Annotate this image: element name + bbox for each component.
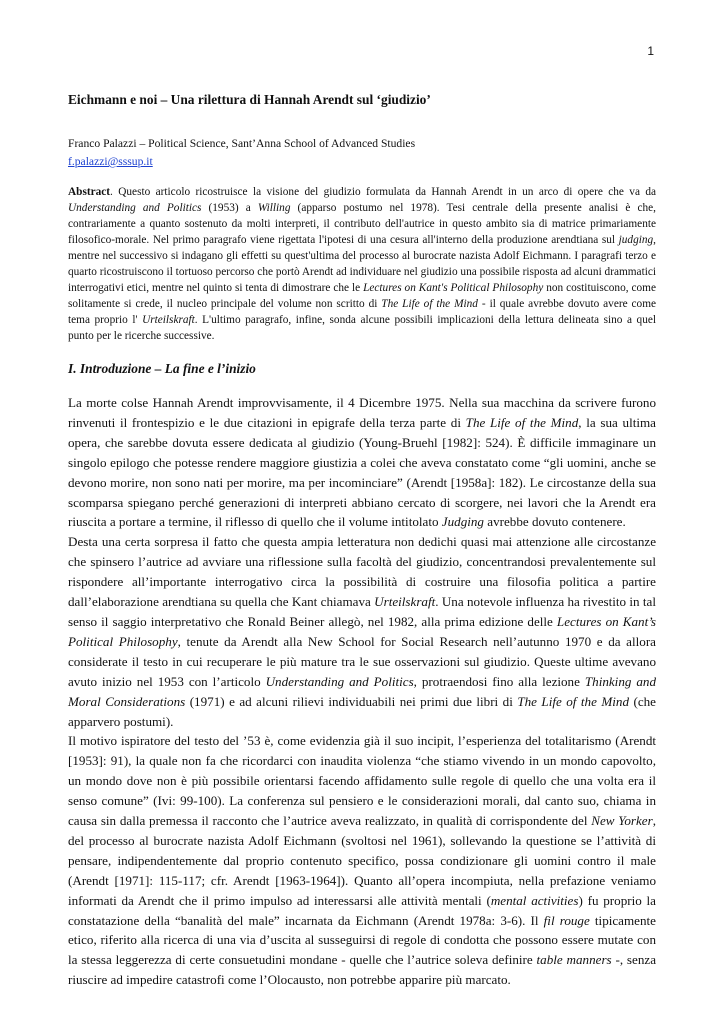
paragraph-text: (che apparvero postumi). bbox=[68, 693, 656, 729]
abstract bbox=[68, 184, 656, 344]
paragraph-text: , del processo al burocrate nazista Adolf Eichmann (svoltosi nel 1961), sollevando la questione se l’attività di pensare, indipendentemente dal proprio contenuto specifico, possa condizionare gli uomini contro il male (Arendt [1971]: 115-117; cfr. Arendt [1963-1964]). Quanto all’opera incompiuta, nella prefazione veniamo informati da Arendt che il primo impulso ad interessarsi alle attività mentali ( bbox=[68, 813, 656, 908]
page-content bbox=[68, 92, 656, 990]
paper-title: Eichmann e noi – Una rilettura di Hannah Arendt sul ‘giudizio’ bbox=[68, 92, 431, 107]
paragraph-text: , protraendosi fino alla lezione bbox=[413, 673, 585, 689]
paragraph-2 bbox=[68, 532, 656, 731]
paragraph-1 bbox=[68, 393, 656, 532]
abstract-text: (1953) a bbox=[201, 202, 258, 214]
term: mental activities bbox=[490, 892, 579, 908]
paragraph-text: -, senza riuscire ad impedire catastrofi come l’Olocausto, non potrebbe apparire più marcato. bbox=[68, 952, 657, 988]
term: Urteilskraft bbox=[374, 594, 436, 610]
work-title: Understanding and Politics bbox=[265, 673, 414, 689]
abstract-work-title: Willing bbox=[257, 202, 291, 214]
paragraph-text: (1971) e ad alcuni rilievi individuabili nei primi due libri di bbox=[185, 693, 518, 709]
paragraph-text: , la sua ultima opera, che sarebbe dovuta essere dedicata al giudizio (Young-Bruehl [1982]: 524). È difficile immaginare un singolo epilogo che potesse rendere maggiore giustizia a colei che aveva constatato come “gli uomini, anche se devono morire, non sono nati per morire, ma per incominciare” (Arendt [1958a]: 182). Le circostanze della sua scomparsa spiegano perché generazioni di interpreti abbiano cercato di scorgere, nei lavori che la Arendt era riuscita a portare a termine, il riflesso di quello che il volume intitolato bbox=[68, 414, 656, 530]
paragraph-text: Il motivo ispiratore del testo del ’53 è, come evidenzia già il suo incipit, l’esperienza del totalitarismo (Arendt [1953]: 91), la quale non fa che ricordarci con inaudita violenza “che stiamo vivendo in un mondo capovolto, un mondo dove non è più possibile orientarsi facendo affidamento sulle regole di quello che una volta era il senso comune” (Ivi: 99-100). La conferenza sul pensiero e le considerazioni morali, dal canto suo, chiama in causa sin dalla premessa il racconto che l’autrice aveva realizzato, in qualità di corrispondente del bbox=[68, 733, 656, 829]
publication-title: New Yorker bbox=[591, 813, 653, 829]
body-text bbox=[68, 393, 656, 990]
paragraph-text: avrebbe dovuto contenere. bbox=[483, 514, 626, 530]
abstract-label: Abstract bbox=[68, 186, 111, 198]
work-title: The Life of the Mind bbox=[517, 693, 629, 709]
work-title: Judging bbox=[441, 514, 484, 530]
abstract-term: judging bbox=[618, 234, 654, 246]
paragraph-text: ) fu proprio la constatazione della “banalità del male” incarnata da Eichmann (Arendt 1978a: 3-6). Il bbox=[68, 892, 656, 928]
abstract-term: Urteilskraft bbox=[142, 314, 195, 326]
paragraph-text: , tenute da Arendt alla New School for Social Research nell’autunno 1970 e da allora considerate il testo in cui recuperare le più mature tra le sue osservazioni sul giudizio. Queste ultime avevano avuto inizio nel 1953 con l’articolo bbox=[68, 633, 656, 689]
paragraph-text: tipicamente etico, riferito alla ricerca di una via d’uscita al susseguirsi di regole di condotta che possono essere mutate con la stessa leggerezza di certe consuetudini mondane - quelle che l’autrice soleva definire bbox=[68, 912, 656, 968]
abstract-work-title: Understanding and Politics bbox=[68, 202, 202, 214]
work-title: Thinking and Moral Considerations bbox=[68, 673, 656, 709]
abstract-text: non costituiscono, come solitamente si crede, il nucleo principale del volume non scritto di bbox=[68, 282, 656, 310]
section-heading: I. Introduzione – La fine e l’inizio bbox=[68, 361, 256, 376]
paragraph-text: . Una notevole influenza ha rivestito in tal senso il saggio interpretativo che Ronald Beiner allegò, nel 1982, alla prima edizione delle bbox=[68, 594, 656, 629]
work-title: Lectures on Kant’s Political Philosophy bbox=[68, 613, 656, 649]
abstract-text: - il quale avrebbe dovuto avere come tema proprio l' bbox=[68, 298, 656, 326]
term: table manners bbox=[536, 952, 612, 968]
page-number: 1 bbox=[647, 44, 654, 58]
term: fil rouge bbox=[543, 912, 590, 928]
abstract-text: . Questo articolo ricostruisce la visione del giudizio formulata da Hannah Arendt in un arco di opere che va da bbox=[110, 186, 656, 198]
author-email-link[interactable]: f.palazzi@sssup.it bbox=[68, 155, 153, 168]
paragraph-3 bbox=[68, 731, 656, 990]
abstract-text: (apparso postumo nel 1978). Tesi centrale della presente analisi è che, contrariamente a quanto sostenuto da molti interpreti, il contributo dell'autrice in questo ambito sia di matrice primariamente filosofico-morale. Nel primo paragrafo viene rigettata l'ipotesi di una cesura all'interno della produzione arendtiana sul bbox=[68, 202, 657, 246]
author-affiliation: Franco Palazzi – Political Science, Sant’Anna School of Advanced Studies bbox=[68, 137, 416, 150]
paragraph-text: Desta una certa sorpresa il fatto che questa ampia letteratura non dedichi quasi mai attenzione alle circostanze che spinsero l’autrice ad avviare una riflessione sulla facoltà del giudizio, concentrandosi prevalentemente sul rispondere all’importante interrogativo circa la possibilità di costruire una filosofia politica a partire dall’elaborazione arendtiana su quella che Kant chiamava bbox=[68, 534, 656, 610]
paragraph-text: La morte colse Hannah Arendt improvvisamente, il 4 Dicembre 1975. Nella sua macchina da scrivere furono rinvenuti il frontespizio e le due citazioni in epigrafe della terza parte di bbox=[68, 395, 656, 430]
abstract-work-title: Lectures on Kant's Political Philosophy bbox=[363, 282, 544, 294]
abstract-text: . L'ultimo paragrafo, infine, sonda alcune possibili implicazioni della lettura delineata sino a quel punto per le ricerche successive. bbox=[68, 314, 657, 342]
abstract-work-title: The Life of the Mind bbox=[381, 298, 478, 310]
work-title: The Life of the Mind bbox=[465, 414, 579, 430]
abstract-text: , mentre nel successivo si indagano gli effetti su quest'ultima del processo al burocrate nazista Adolf Eichmann. I paragrafi terzo e quarto ricostruiscono il tortuoso percorso che portò Arendt ad individuare nel giudizio una possibile risposta ad alcuni drammatici interrogativi etici, mentre nel quinto si tenta di dimostrare che le bbox=[68, 234, 656, 294]
